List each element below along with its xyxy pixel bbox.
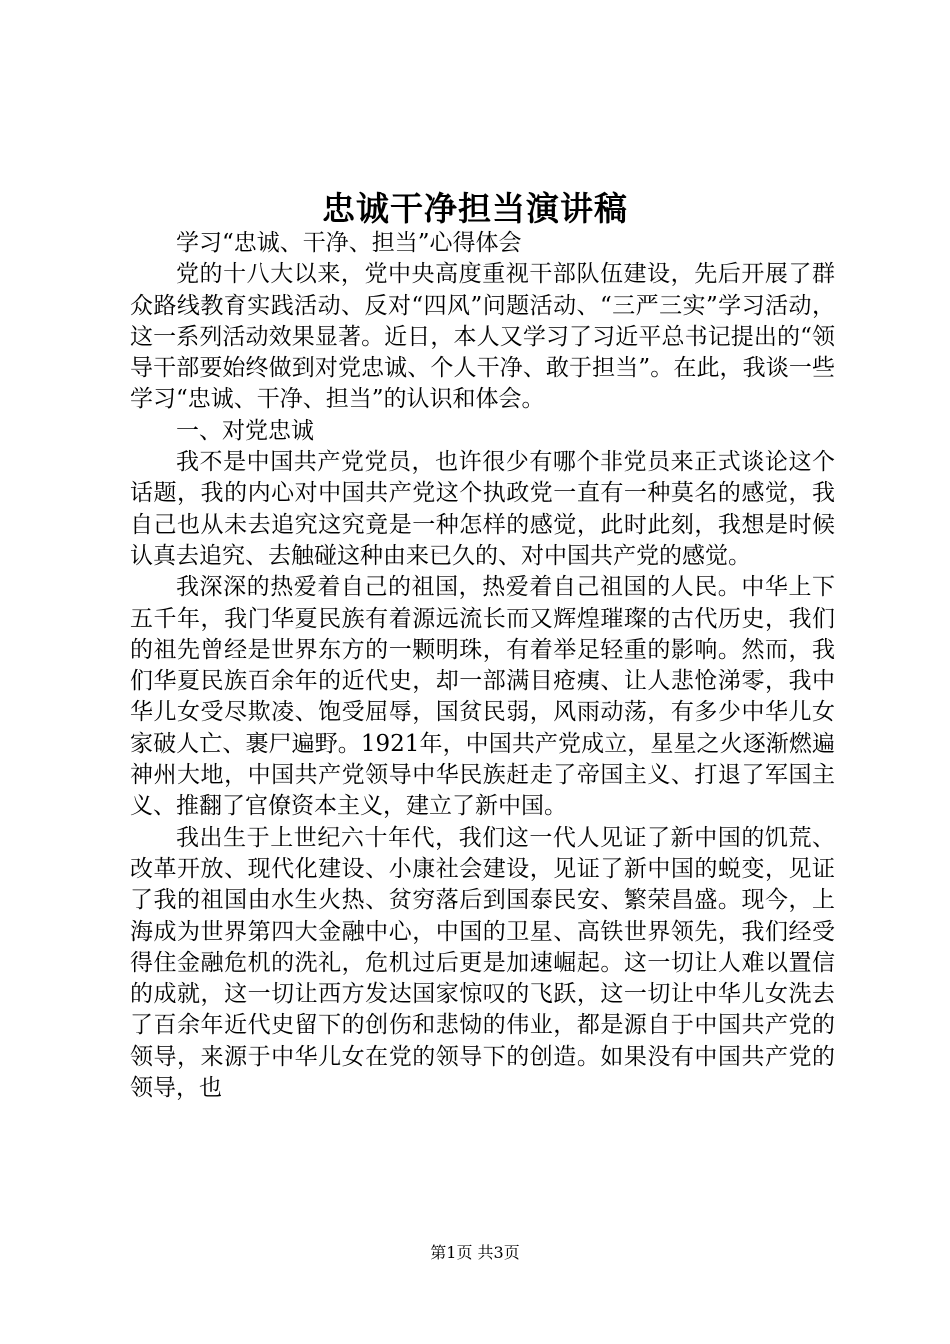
body-paragraph: 我不是中国共产党党员，也许很少有哪个非党员来正式谈论这个话题，我的内心对中国共产党这个执政党一直有一种莫名的感觉，我自己也从未去追究这究竟是一种怎样的感觉，此时此刻，我想是时候认真去追究、去触碰这种由来已久的、对中国共产党的感觉。 [130,449,835,569]
page-footer: 第1页 共3页 [430,1243,520,1262]
intro-paragraph: 党的十八大以来，党中央高度重视干部队伍建设，先后开展了群众路线教育实践活动、反对“四风”问题活动、“三严三实”学习活动，这一系列活动效果显著。近日，本人又学习了习近平总书记提出的“领导干部要始终做到对党忠诚、个人干净、敢于担当”。在此，我谈一些学习“忠诚、干净、担当”的认识和体会。 [130,261,835,413]
subtitle-paragraph: 学习“忠诚、干净、担当”心得体会 [176,230,522,256]
document-body [130,228,835,1104]
document-title: 忠诚干净担当演讲稿 [322,189,628,228]
section-heading: 一、对党忠诚 [176,417,314,444]
body-paragraph: 我深深的热爱着自己的祖国，热爱着自己祖国的人民。中华上下五千年，我门华夏民族有着源远流长而又辉煌璀璨的古代历史，我们的祖先曾经是世界东方的一颗明珠，有着举足轻重的影响。然而，我们华夏民族百余年的近代史，却一部满目疮痍、让人悲怆涕零，我中华儿女受尽欺凌、饱受屈辱，国贫民弱，风雨动荡，有多少中华儿女家破人亡、裹尸遍野。1921年，中国共产党成立，星星之火逐渐燃遍神州大地，中国共产党领导中华民族赶走了帝国主义、打退了军国主义、推翻了官僚资本主义，建立了新中国。 [130,574,835,820]
body-paragraph: 我出生于上世纪六十年代，我们这一代人见证了新中国的饥荒、改革开放、现代化建设、小康社会建设，见证了新中国的蜕变，见证了我的祖国由水生火热、贫穷落后到国泰民安、繁荣昌盛。现今，上海成为世界第四大金融中心，中国的卫星、高铁世界领先，我们经受得住金融危机的洗礼，危机过后更是加速崛起。这一切让人难以置信的成就，这一切让西方发达国家惊叹的飞跃，这一切让中华儿女洗去了百余年近代史留下的创伤和悲恸的伟业，都是源自于中国共产党的领导，来源于中华儿女在党的领导下的创造。如果没有中国共产党的领导，也 [130,824,835,1102]
